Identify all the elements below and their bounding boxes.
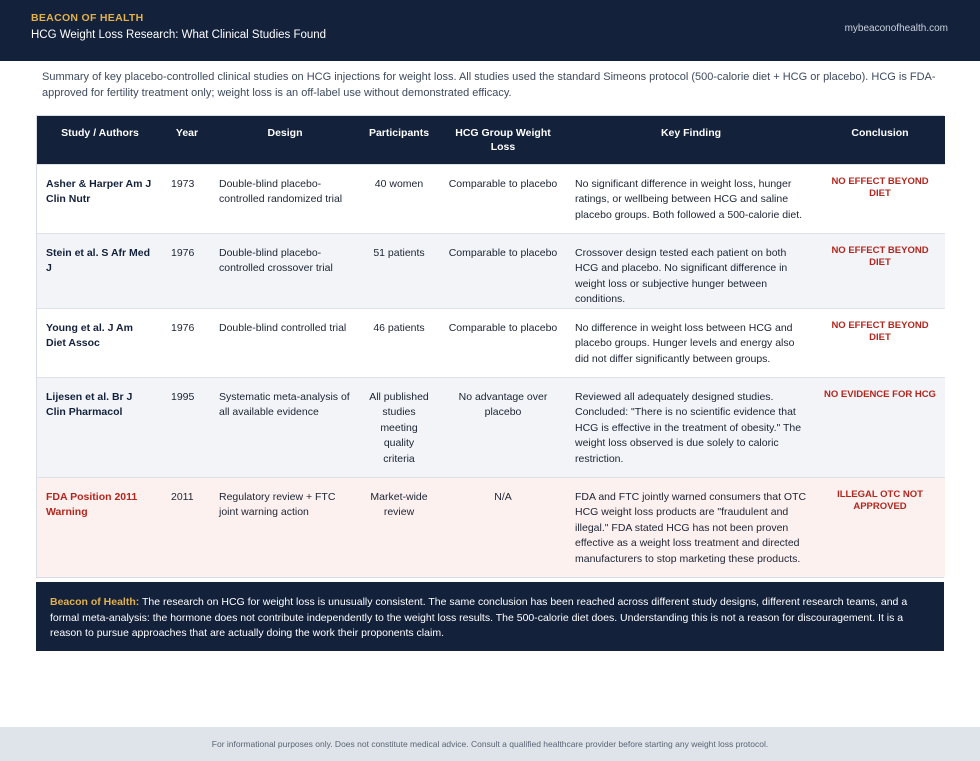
- column-header-conclusion: Conclusion: [851, 127, 909, 139]
- finding-cell: No difference in weight loss between HCG and placebo groups. Hunger levels and energy also did not differ significantly between groups.: [567, 308, 815, 377]
- finding-cell: Reviewed all adequately designed studies. Concluded: "There is no scientific evidence that HCG is effective in the treatment of obesity." The weight loss observed is due solely to caloric restriction.: [567, 377, 815, 477]
- column-header-study: Study / Authors: [61, 127, 139, 139]
- table-row: [37, 164, 945, 233]
- study-cell: Stein et al. S Afr Med J: [37, 233, 163, 308]
- summary-text: Summary of key placebo-controlled clinical studies on HCG injections for weight loss. All studies used the standard Simeons protocol (500-calorie diet + HCG or placebo). HCG is FDA-approved for fertility treatment only; weight loss is an off-label use without demonstrated efficacy.: [42, 71, 936, 99]
- table-row: [37, 233, 945, 308]
- table-header-row: [37, 116, 945, 164]
- conclusion-badge: NO EFFECT BEYOND DIET: [815, 164, 945, 233]
- conclusion-badge: NO EFFECT BEYOND DIET: [815, 233, 945, 308]
- design-cell: Double-blind placebo-controlled crossover trial: [211, 233, 359, 308]
- finding-cell: Crossover design tested each patient on both HCG and placebo. No significant difference in weight loss or subjective hunger between conditions.: [567, 233, 815, 308]
- year-cell: 1995: [163, 377, 211, 477]
- study-cell: Lijesen et al. Br J Clin Pharmacol: [37, 377, 163, 477]
- participants-cell: 46 patients: [359, 308, 439, 377]
- conclusion-badge: NO EVIDENCE FOR HCG: [815, 377, 945, 477]
- column-header-key-finding: Key Finding: [660, 127, 722, 139]
- conclusion-badge: ILLEGAL OTC NOT APPROVED: [815, 477, 945, 577]
- finding-cell: FDA and FTC jointly warned consumers that OTC HCG weight loss products are "fraudulent and illegal." FDA stated HCG has not been proven effective as a weight loss treatment and directed manufacturers to stop marketing these products.: [567, 477, 815, 577]
- column-header-weight-loss: HCG Group Weight Loss: [455, 127, 551, 153]
- study-cell: Young et al. J Am Diet Assoc: [37, 308, 163, 377]
- year-cell: 1976: [163, 233, 211, 308]
- weight-loss-cell: Comparable to placebo: [439, 308, 567, 377]
- participants-cell: 40 women: [359, 164, 439, 233]
- studies-table-wrapper: [36, 115, 944, 578]
- column-header-year: Year: [175, 127, 199, 139]
- participants-cell: 51 patients: [359, 233, 439, 308]
- finding-cell: No significant difference in weight loss, hunger ratings, or wellbeing between HCG and saline placebo groups. Both followed a 500-calorie diet.: [567, 164, 815, 233]
- year-cell: 1976: [163, 308, 211, 377]
- studies-table: [37, 116, 945, 577]
- site-url: mybeaconofhealth.com: [844, 23, 948, 34]
- table-row: [37, 308, 945, 377]
- table-row: [37, 477, 945, 577]
- column-header-design: Design: [267, 127, 303, 139]
- design-cell: Double-blind controlled trial: [211, 308, 359, 377]
- conclusion-badge: NO EFFECT BEYOND DIET: [815, 308, 945, 377]
- brand-name: BEACON OF HEALTH: [31, 12, 144, 24]
- study-cell: FDA Position 2011 Warning: [37, 477, 163, 577]
- weight-loss-cell: No advantage over placebo: [439, 377, 567, 477]
- disclaimer-footer: For informational purposes only. Does not constitute medical advice. Consult a qualified healthcare provider before starting any weight loss protocol.: [0, 727, 980, 761]
- editorial-note: [36, 582, 944, 651]
- design-cell: Systematic meta-analysis of all available evidence: [211, 377, 359, 477]
- design-cell: Double-blind placebo-controlled randomized trial: [211, 164, 359, 233]
- year-cell: 1973: [163, 164, 211, 233]
- column-header-participants: Participants: [368, 127, 430, 139]
- page-title: HCG Weight Loss Research: What Clinical Studies Found: [31, 29, 327, 41]
- weight-loss-cell: Comparable to placebo: [439, 164, 567, 233]
- weight-loss-cell: Comparable to placebo: [439, 233, 567, 308]
- participants-cell: All published studies meeting quality criteria: [359, 377, 439, 477]
- participants-cell: Market-wide review: [359, 477, 439, 577]
- year-cell: 2011: [163, 477, 211, 577]
- note-lead: Beacon of Health:: [50, 596, 140, 608]
- table-row: [37, 377, 945, 477]
- design-cell: Regulatory review + FTC joint warning action: [211, 477, 359, 577]
- page-header: [0, 0, 980, 61]
- weight-loss-cell: N/A: [439, 477, 567, 577]
- note-text: The research on HCG for weight loss is unusually consistent. The same conclusion has been reached across different study designs, different research teams, and a formal meta-analysis: the hormone does not contribute independently to the weight loss results. The 500-calorie diet does. Understanding this is not a reason for discouragement. It is a reason to pursue approaches that are actually doing the work their proponents claim.: [50, 596, 908, 639]
- study-cell: Asher & Harper Am J Clin Nutr: [37, 164, 163, 233]
